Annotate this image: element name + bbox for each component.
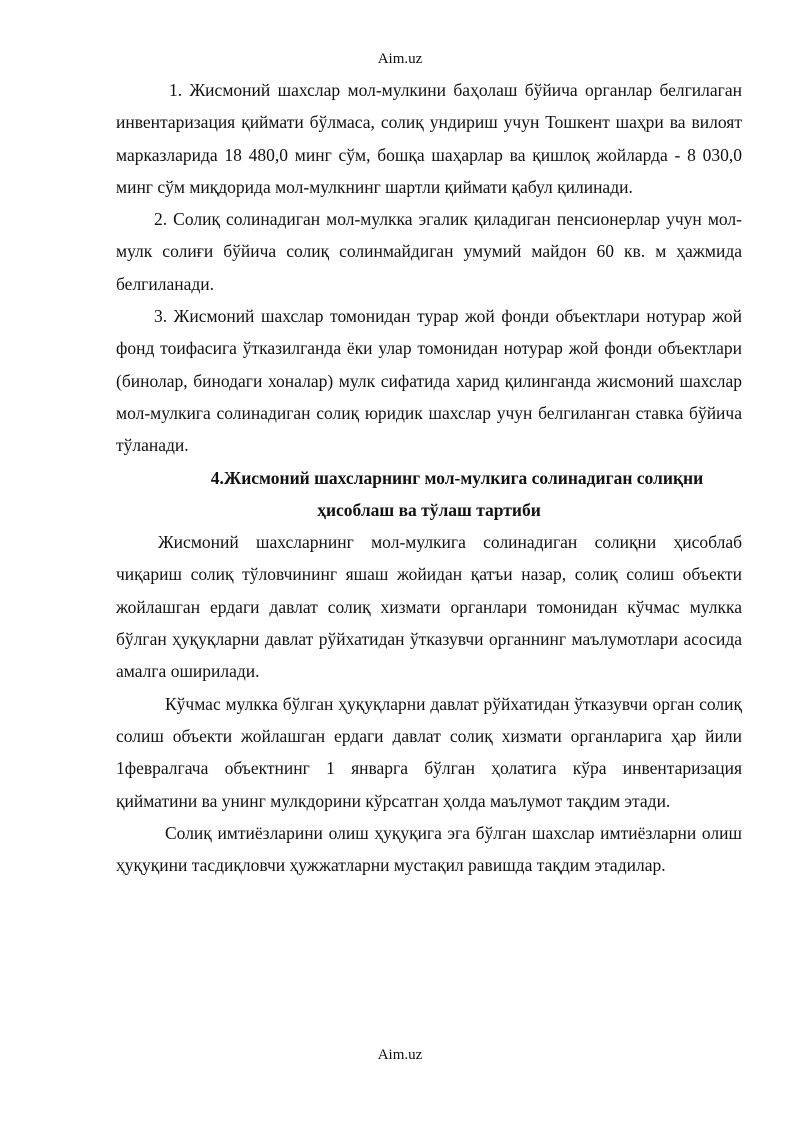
document-body <box>116 74 742 881</box>
section-heading-line-2: ҳисоблаш ва тўлаш тартиби <box>317 499 541 520</box>
paragraph-2: 2. Солиқ солинадиган мол-мулкка эгалик қиладиган пенсионерлар учун мол-мулк солиғи бўйича солиқ солинмайдиган умумий майдон 60 кв. м ҳажмида белгиланади. <box>116 209 742 294</box>
paragraph-1: 1. Жисмоний шахслар мол-мулкини баҳолаш бўйича органлар белгилаган инвентаризация қиймати бўлмаса, солиқ ундириш учун Тошкент шаҳри ва вилоят марказларида 18 480,0 минг сўм, бошқа шаҳарлар ва қишлоқ жойларда - 8 030,0 минг сўм миқдорида мол-мулкнинг шартли қиймати қабул қилинади. <box>116 80 742 197</box>
section-heading <box>116 462 742 527</box>
paragraph-3: 3. Жисмоний шахслар томонидан турар жой фонди объектлари нотурар жой фонд тоифасига ўтказилганда ёки улар томонидан нотурар жой фонди объектлари (бинолар, бинодаги хоналар) мулк сифатида харид қилинганда жисмоний шахслар мол-мулкига солинадиган солиқ юридик шахслар учун белгиланган ставка бўйича тўланади. <box>116 306 742 456</box>
paragraph-6: Солиқ имтиёзларини олиш ҳуқуқига эга бўлган шахслар имтиёзларни олиш ҳуқуқини тасдиқловчи ҳужжатларни мустақил равишда тақдим этадилар. <box>116 822 742 876</box>
paragraph-4: Жисмоний шахсларнинг мол-мулкига солинадиган солиқни ҳисоблаб чиқариш солиқ тўловчининг яшаш жойидан қатъи назар, солиқ солиш объекти жойлашган ердаги давлат солиқ хизмати органлари томонидан кўчмас мулкка бўлган ҳуқуқларни давлат рўйхатидан ўтказувчи органнинг маълумотлари асосида амалга оширилади. <box>116 532 742 682</box>
page-header: Aim.uz <box>377 51 423 67</box>
section-heading-line-1: 4.Жисмоний шахсларнинг мол-мулкига солинадиган солиқни <box>210 467 704 488</box>
page-footer: Aim.uz <box>377 1047 423 1063</box>
paragraph-5: Кўчмас мулкка бўлган ҳуқуқларни давлат рўйхатидан ўтказувчи орган солиқ солиш объекти жойлашган ердаги давлат солиқ хизмати органларига ҳар йили 1февралгача объектнинг 1 январга бўлган ҳолатига кўра инвентаризация қийматини ва унинг мулкдорини кўрсатган ҳолда маълумот тақдим этади. <box>116 693 742 811</box>
